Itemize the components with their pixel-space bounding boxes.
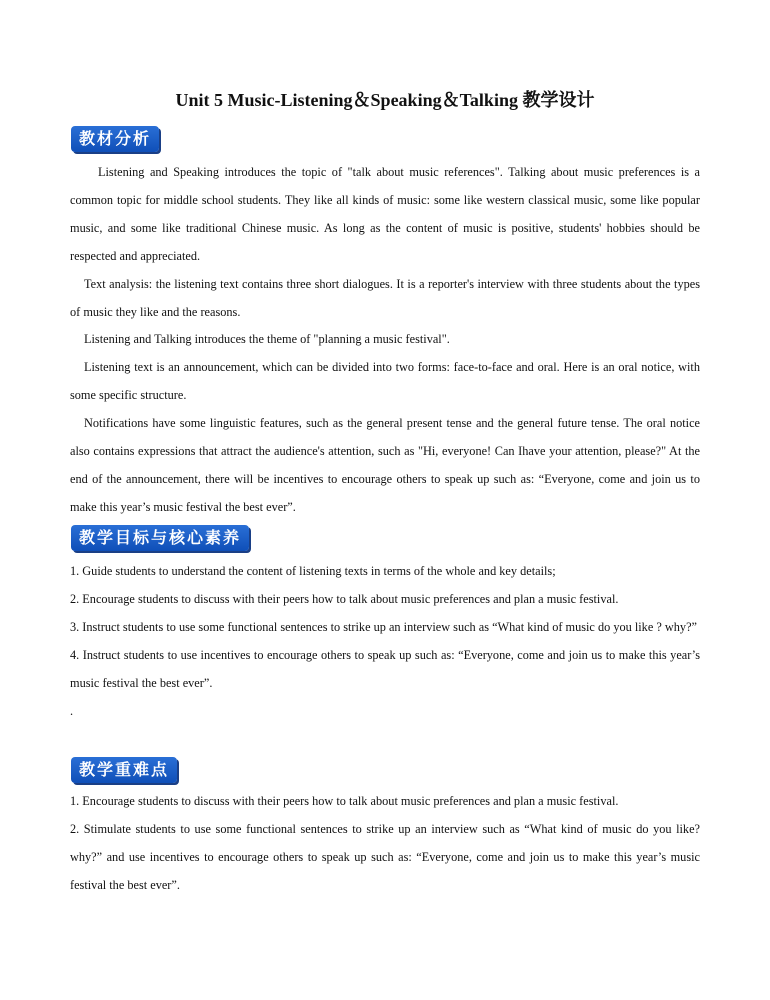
stray-period: . [70,703,74,718]
section-body-textbook-analysis [70,159,700,522]
paragraph: Notifications have some linguistic features, such as the general present tense and the general future tense. The oral notice also contains expressions that attract the audience's attention, such as "Hi, everyone! Can Ihave your attention, please?" At the end of the announcement, there will be incentives to encourage others to speak up such as: “Everyone, come and join us to make this year’s music festival the best ever”. [70,416,700,514]
section-heading-key-difficult-points: 教学重难点 [71,757,177,783]
paragraph: Listening and Speaking introduces the topic of "talk about music references". Talking about music preferences is a common topic for middle school students. They like all kinds of music: some like western classical music, some like popular music, and some like traditional Chinese music. As long as the content of music is positive, students' hobbies should be respected and appreciated. [70,165,700,263]
paragraph: Text analysis: the listening text contains three short dialogues. It is a reporter's interview with three students about the types of music they like and the reasons. [70,276,700,319]
section-body-teaching-objectives [70,558,700,725]
list-item: 3. Instruct students to use some functional sentences to strike up an interview such as “What kind of music do you like ? why?” [70,619,697,634]
paragraph: Listening and Talking introduces the theme of "planning a music festival". [84,332,450,347]
section-heading-textbook-analysis: 教材分析 [71,126,159,152]
list-item: 1. Guide students to understand the content of listening texts in terms of the whole and key details; [70,564,556,578]
list-item: 2. Stimulate students to use some functional sentences to strike up an interview such as “What kind of music do you like? why?” and use incentives to encourage others to speak up such as: “Everyone, come and join us to make this year’s music festival the best ever”. [70,821,700,892]
list-item: 2. Encourage students to discuss with their peers how to talk about music preferences and plan a music festival. [70,591,619,606]
section-body-key-difficult-points [70,788,700,900]
document-title: Unit 5 Music-Listening＆Speaking＆Talking 教学设计 [175,90,595,110]
section-heading-teaching-objectives: 教学目标与核心素养 [71,525,249,551]
paragraph: Listening text is an announcement, which can be divided into two forms: face-to-face and oral. Here is an oral notice, with some specific structure. [70,360,700,403]
list-item: 4. Instruct students to use incentives to encourage others to speak up such as: “Everyone, come and join us to make this year’s music festival the best ever”. [70,647,700,690]
list-item: 1. Encourage students to discuss with their peers how to talk about music preferences and plan a music festival. [70,794,619,808]
